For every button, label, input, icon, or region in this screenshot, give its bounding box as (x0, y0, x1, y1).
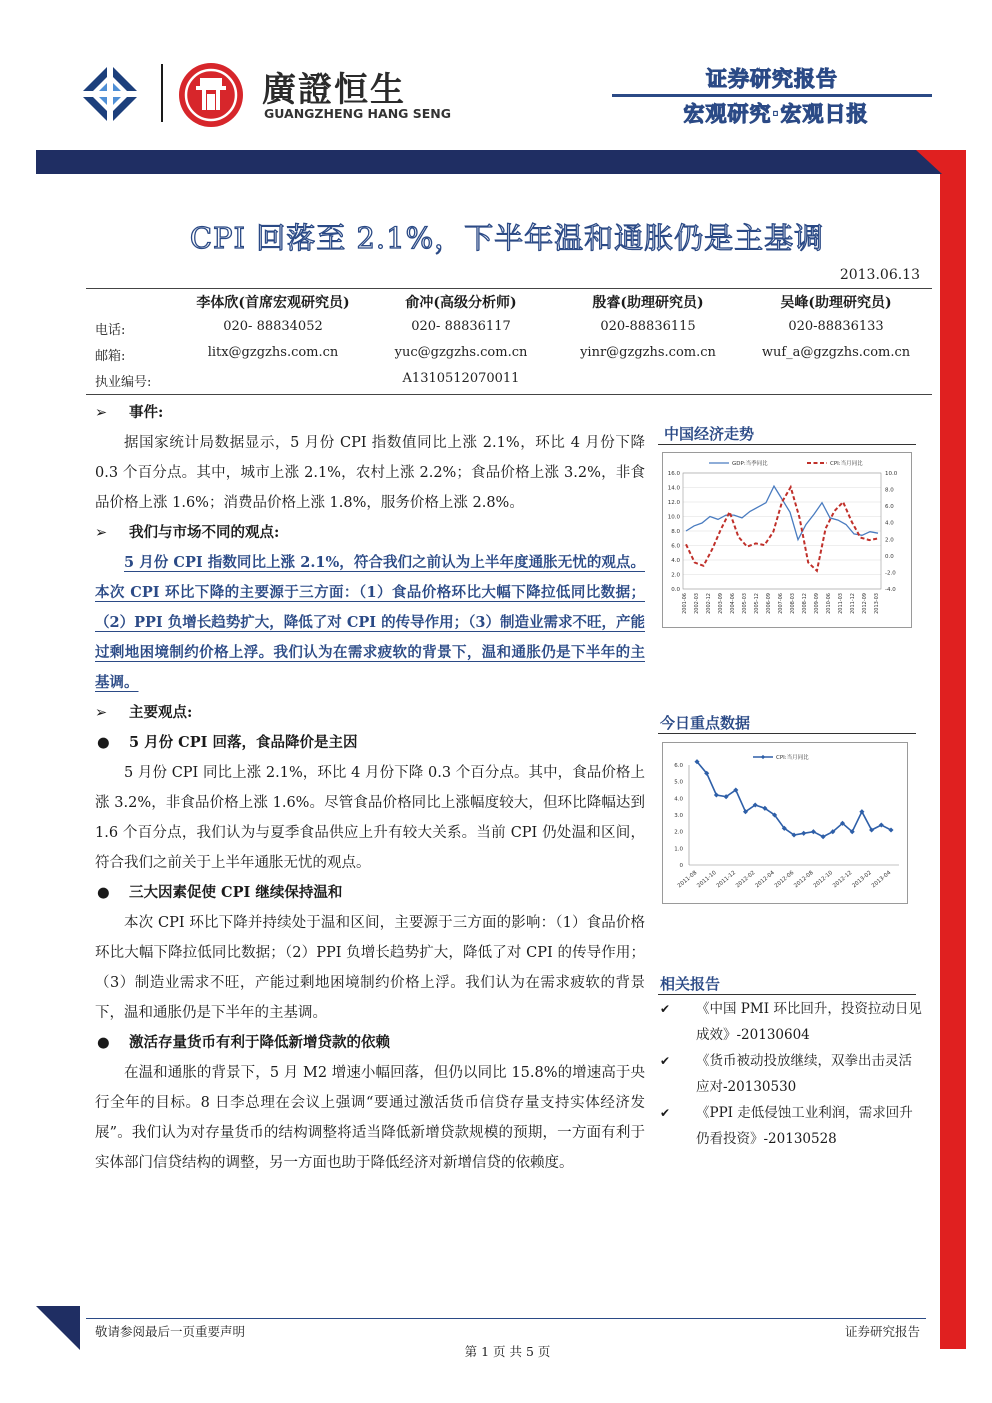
footer-corner-triangle (36, 1306, 80, 1350)
x-tick-label: 2013-03 (874, 593, 880, 614)
author-email-link[interactable]: yinr@gzgzhs.com.cn (580, 345, 716, 360)
related-reports-rule (658, 994, 916, 995)
x-tick-label: 2009-09 (814, 593, 820, 614)
author-table-top-rule (86, 288, 932, 289)
x-tick-label: 2011-12 (715, 869, 738, 890)
x-tick-label: 2004-06 (730, 593, 736, 614)
report-subtype-label: 宏观研究·宏观日报 (683, 102, 869, 126)
y-tick-label: 4.0 (674, 796, 683, 803)
phone-label: 电话: (95, 323, 126, 338)
legend-label: CPI:当月同比 (830, 461, 863, 467)
x-tick-label: 2013-02 (851, 869, 873, 890)
related-report-link[interactable]: ✔ 《PPI 走低侵蚀工业利润，需求回升仍看投资》-20130528 (658, 1100, 924, 1152)
x-tick-label: 2012-02 (735, 869, 757, 890)
author-name: 俞冲(高级分析师) (405, 295, 517, 311)
report-title: CPI 回落至 2.1%，下半年温和通胀仍是主基调 (189, 221, 825, 255)
x-tick-label: 2011-03 (838, 593, 844, 614)
author-license: A1310512070011 (402, 371, 520, 386)
econ-trend-rule (658, 444, 916, 445)
author-phone: 020-88836133 (788, 319, 884, 334)
left-tick-label: 10.0 (667, 514, 680, 521)
x-tick-label: 2012-04 (754, 869, 776, 890)
main-points-heading: ➢ 主要观点: (95, 698, 645, 728)
econ-trend-chart-frame (662, 452, 912, 628)
right-tick-label: -4.0 (885, 587, 896, 593)
point-3-heading: ● 激活存量货币有利于降低新增贷款的依赖 (95, 1028, 645, 1058)
x-tick-label: 2008-12 (802, 593, 808, 614)
author-phone: 020-88836115 (600, 319, 696, 334)
x-tick-label: 2002-03 (694, 593, 700, 614)
left-tick-label: 4.0 (671, 558, 680, 564)
cpi-chart (663, 743, 907, 903)
author-name: 殷睿(助理研究员) (592, 295, 704, 311)
x-tick-label: 2010-06 (826, 593, 832, 614)
gdp-series-line (686, 486, 878, 540)
left-tick-label: 12.0 (667, 500, 680, 506)
left-tick-label: 6.0 (671, 543, 680, 550)
right-tick-label: 4.0 (885, 520, 894, 527)
x-tick-label: 2005-12 (754, 593, 760, 614)
author-name: 李体欣(首席宏观研究员) (196, 295, 350, 311)
event-heading: ➢ 事件: (95, 398, 645, 428)
logo-separator (161, 64, 163, 122)
x-tick-label: 2003-09 (718, 593, 724, 614)
cpi-data-point (801, 831, 806, 836)
right-tick-label: 0.0 (885, 553, 894, 560)
related-report-link[interactable]: ✔ 《中国 PMI 环比回升，投资拉动日见成效》-20130604 (658, 996, 924, 1048)
legend-label: CPI:当月同比 (776, 755, 809, 761)
legend-marker (761, 755, 765, 759)
x-tick-label: 2006-09 (766, 593, 772, 614)
report-type-label: 证券研究报告 (706, 67, 838, 91)
hang-seng-seal-logo-icon (178, 62, 244, 128)
report-date: 2013.06.13 (839, 267, 920, 283)
x-tick-label: 2008-03 (790, 593, 796, 614)
y-tick-label: 1.0 (674, 846, 683, 853)
right-red-bar (940, 174, 966, 1349)
company-name-cn: 廣證恒生 (262, 70, 406, 110)
event-paragraph: 据国家统计局数据显示，5 月份 CPI 指数值同比上涨 2.1%，环比 4 月份下降 0.3 个百分点。其中，城市上涨 2.1%，农村上涨 2.2%；食品价格上涨 3.2%，非食品价格上涨 1.6%；消费品价格上涨 1.8%，服务价格上涨 2.8%。 (95, 435, 645, 511)
x-tick-label: 2007-06 (778, 593, 784, 614)
econ-trend-title: 中国经济走势 (664, 425, 755, 443)
key-data-rule (658, 733, 916, 734)
x-tick-label: 2005-03 (742, 593, 748, 614)
left-tick-label: 0.0 (671, 587, 680, 593)
y-tick-label: 5.0 (674, 779, 683, 786)
x-tick-label: 2012-08 (793, 869, 815, 890)
related-report-link[interactable]: ✔ 《货币被动投放继续，双拳出击灵活应对-20130530 (658, 1048, 924, 1100)
cpi-chart-frame (662, 742, 908, 904)
right-tick-label: 10.0 (885, 471, 898, 477)
econ-trend-chart (663, 453, 911, 627)
page-number: 第 1 页 共 5 页 (464, 1344, 551, 1359)
cpi-data-point (714, 792, 719, 797)
x-tick-label: 2012-09 (862, 593, 868, 614)
main-column (95, 398, 645, 1178)
related-reports-title: 相关报告 (660, 975, 721, 993)
author-email-link[interactable]: litx@gzgzhs.com.cn (207, 345, 339, 360)
author-phone: 020- 88834052 (223, 319, 323, 334)
footer-disclaimer: 敬请参阅最后一页重要声明 (95, 1324, 246, 1339)
related-reports-list (658, 996, 924, 1152)
x-tick-label: 2011-08 (676, 869, 699, 890)
left-tick-label: 8.0 (671, 529, 680, 535)
left-tick-label: 16.0 (667, 471, 680, 477)
company-diamond-logo-icon (78, 62, 142, 126)
right-tick-label: 6.0 (885, 504, 894, 511)
x-tick-label: 2013-04 (870, 869, 893, 890)
left-tick-label: 14.0 (667, 485, 680, 492)
header-color-bar (36, 150, 966, 174)
point-1-paragraph: 5 月份 CPI 同比上涨 2.1%，环比 4 月份下降 0.3 个百分点。其中，食品价格上涨 3.2%，非食品价格上涨 1.6%。尽管食品价格同比上涨幅度较大，但环比降幅达到 1.6 个百分点，我们认为与夏季食品供应上升有较大关系。当前 CPI 仍处温和区间，符合我们之前关于上半年通胀无忧的观点。 (95, 765, 645, 871)
legend-label: GDP:当季同比 (732, 461, 768, 467)
x-tick-label: 2011-12 (850, 593, 856, 614)
author-name: 吴峰(助理研究员) (780, 295, 892, 311)
author-phone: 020- 88836117 (411, 319, 511, 334)
x-tick-label: 2012-10 (812, 869, 835, 890)
key-data-title: 今日重点数据 (660, 714, 751, 732)
y-tick-label: 0 (679, 863, 683, 869)
point-2-heading: ● 三大因素促使 CPI 继续保持温和 (95, 878, 645, 908)
x-tick-label: 2012-06 (773, 869, 796, 890)
right-tick-label: -2.0 (885, 570, 896, 577)
point-2-paragraph: 本次 CPI 环比下降并持续处于温和区间，主要源于三方面的影响：（1）食品价格环比大幅下降拉低同比数据；（2）PPI 负增长趋势扩大，降低了对 CPI 的传导作用；（3）制造业需求不旺，产能过剩地困境制约价格上浮。我们认为在需求疲软的背景下，温和通胀仍是下半年的主基调。 (95, 915, 645, 1021)
author-email-link[interactable]: wuf_a@gzgzhs.com.cn (761, 345, 911, 360)
point-3-paragraph: 在温和通胀的背景下，5 月 M2 增速小幅回落，但仍以同比 15.8%的增速高于央行全年的目标。8 日李总理在会议上强调“要通过激活货币信贷存量支持实体经济发展”。我们认为对存量货币的结构调整将适当降低新增贷款规模的预期，一方面有利于实体部门信贷结构的调整，另一方面也助于降低经济对新增信贷的依赖度。 (95, 1065, 645, 1171)
header-rule (612, 94, 932, 97)
x-tick-label: 2012-12 (832, 869, 854, 890)
right-tick-label: 2.0 (885, 537, 894, 544)
y-tick-label: 3.0 (674, 813, 683, 819)
email-label: 邮箱: (95, 349, 126, 364)
x-tick-label: 2011-10 (696, 869, 718, 890)
differing-view-heading: ➢ 我们与市场不同的观点: (95, 518, 645, 548)
y-tick-label: 6.0 (674, 763, 683, 769)
footer-rule (86, 1318, 926, 1319)
y-tick-label: 2.0 (674, 829, 683, 836)
company-name-en: GUANGZHENG HANG SENG (264, 106, 452, 121)
license-label: 执业编号: (95, 375, 152, 390)
author-table-bottom-rule (86, 394, 932, 395)
author-email-link[interactable]: yuc@gzgzhs.com.cn (394, 345, 528, 360)
x-tick-label: 2001-06 (682, 593, 688, 614)
left-tick-label: 2.0 (671, 572, 680, 579)
differing-view-paragraph: 5 月份 CPI 指数同比上涨 2.1%，符合我们之前认为上半年度通胀无忧的观点。本次 CPI 环比下降的主要源于三方面：（1）食品价格环比大幅下降拉低同比数据；（2）PPI 负增长趋势扩大，降低了对 CPI 的传导作用；（3）制造业需求不旺，产能过剩地困境制约价格上浮。我们认为在需求疲软的背景下，温和通胀仍是下半年的主基调。 (95, 554, 645, 691)
point-1-heading: ● 5 月份 CPI 回落，食品降价是主因 (95, 728, 645, 758)
x-tick-label: 2002-12 (706, 593, 712, 614)
right-tick-label: 8.0 (885, 487, 894, 494)
footer-report-type: 证券研究报告 (844, 1324, 920, 1339)
